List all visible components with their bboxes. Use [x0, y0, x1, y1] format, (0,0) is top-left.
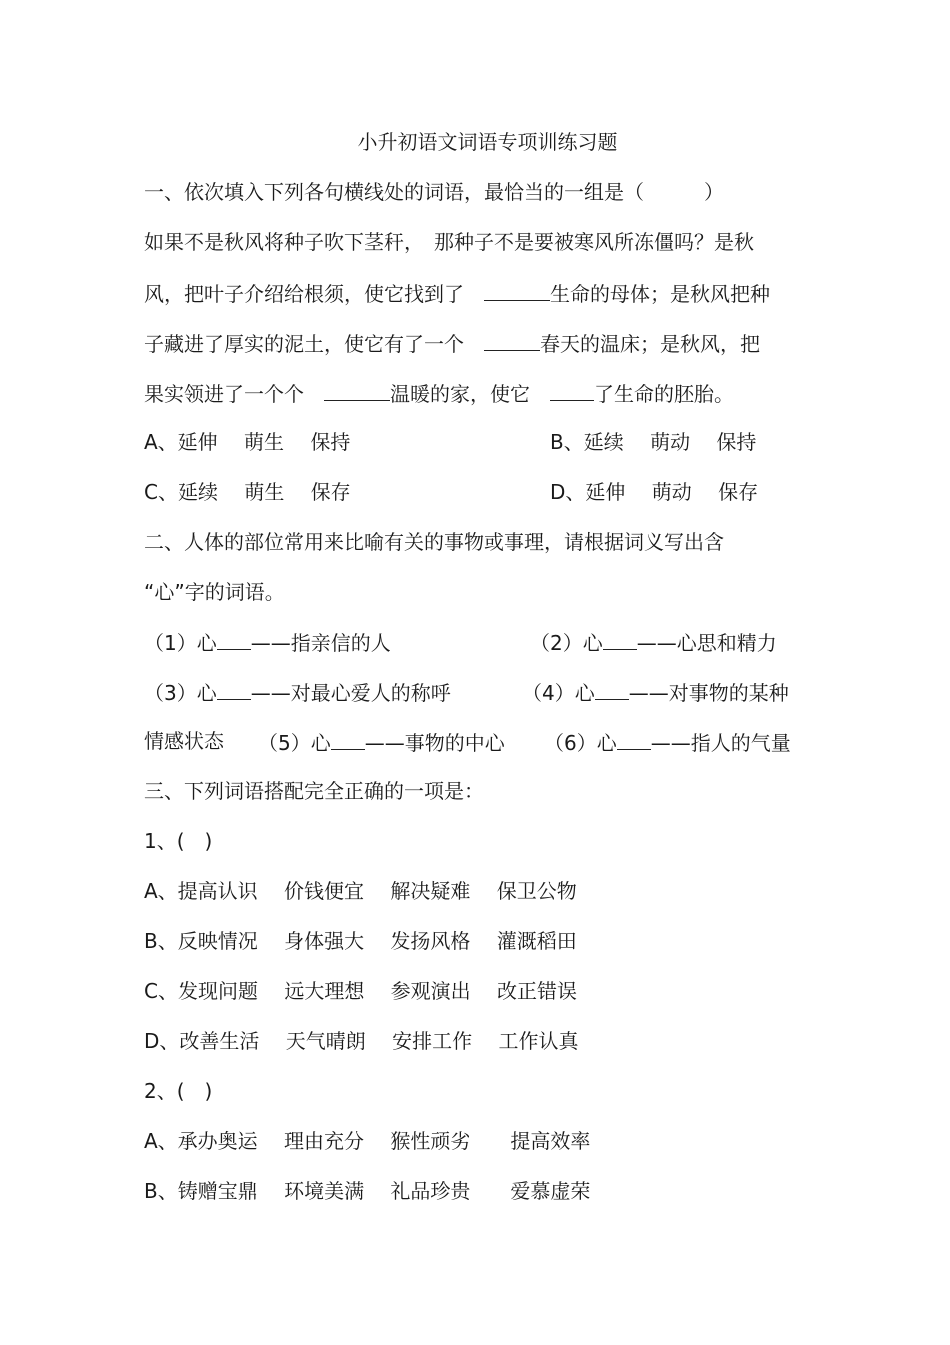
section3-q1-option-d: D、改善生活 天气晴朗 安排工作 工作认真: [144, 1029, 579, 1053]
section1-passage-line2: 风，把叶子介绍给根须，使它找到了 生命的母体；是秋风把种: [144, 278, 770, 308]
section3-q2-option-b: B、铸赠宝鼎 环境美满 礼品珍贵 爱慕虚荣: [144, 1179, 591, 1203]
section1-passage-line4: 果实领进了一个个 温暖的家，使它 了生命的胚胎。: [144, 378, 734, 408]
section2-heading-cont: “心”字的词语。: [144, 580, 285, 604]
fill-blank[interactable]: [324, 378, 390, 401]
fill-blank[interactable]: [217, 677, 251, 700]
fill-blank[interactable]: [331, 727, 365, 750]
section2-q6: （6）心 ——指人的气量: [544, 727, 791, 757]
section3-q1-option-c: C、发现问题 远大理想 参观演出 改正错误: [144, 979, 578, 1003]
section2-q4-cont: 情感状态: [144, 729, 224, 753]
section1-heading: 一、依次填入下列各句横线处的词语，最恰当的一组是（ ）: [144, 180, 724, 204]
section2-q3: （3）心 ——对最心爱人的称呼: [144, 677, 451, 707]
section2-q1: （1）心 ——指亲信的人: [144, 627, 391, 657]
section1-option-a: A、延伸 萌生 保持: [144, 430, 351, 454]
fill-blank[interactable]: [217, 627, 251, 650]
fill-blank[interactable]: [484, 328, 540, 351]
section3-question1: 1、( ): [144, 829, 213, 853]
fill-blank[interactable]: [484, 278, 550, 301]
page-title: 小升初语文词语专项训练习题: [357, 130, 618, 154]
section1-passage-line1: 如果不是秋风将种子吹下茎秆， 那种子不是要被寒风所冻僵吗？是秋: [144, 230, 754, 254]
section3-question2: 2、( ): [144, 1079, 213, 1103]
section1-option-b: B、延续 萌动 保持: [550, 430, 757, 454]
section2-q4: （4）心 ——对事物的某种: [522, 677, 789, 707]
section3-heading: 三、下列词语搭配完全正确的一项是：: [144, 779, 484, 803]
section2-q5: （5）心 ——事物的中心: [258, 727, 505, 757]
section2-heading: 二、人体的部位常用来比喻有关的事物或事理，请根据词义写出含: [144, 530, 724, 554]
section1-option-c: C、延续 萌生 保存: [144, 480, 351, 504]
fill-blank[interactable]: [603, 627, 637, 650]
section3-q1-option-b: B、反映情况 身体强大 发扬风格 灌溉稻田: [144, 929, 577, 953]
fill-blank[interactable]: [550, 378, 594, 401]
fill-blank[interactable]: [595, 677, 629, 700]
section1-option-d: D、延伸 萌动 保存: [550, 480, 759, 504]
section3-q2-option-a: A、承办奥运 理由充分 猴性顽劣 提高效率: [144, 1129, 591, 1153]
section2-q2: （2）心 ——心思和精力: [530, 627, 777, 657]
section3-q1-option-a: A、提高认识 价钱便宜 解决疑难 保卫公物: [144, 879, 577, 903]
fill-blank[interactable]: [617, 727, 651, 750]
section1-passage-line3: 子藏进了厚实的泥土，使它有了一个 春天的温床；是秋风，把: [144, 328, 760, 358]
